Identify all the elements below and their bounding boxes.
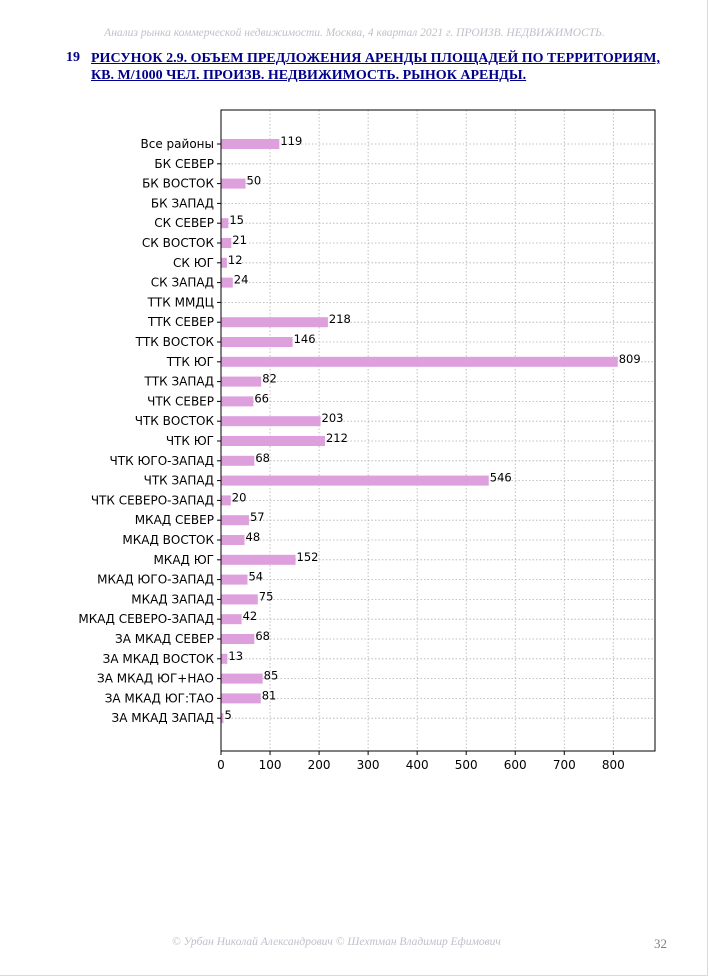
figure-title: РИСУНОК 2.9. ОБЪЕМ ПРЕДЛОЖЕНИЯ АРЕНДЫ ПЛОЩАДЕЙ ПО ТЕРРИТОРИЯМ, КВ. М/1000 ЧЕЛ. ПРОИЗВ. НЕДВИЖИМОСТЬ. РЫНОК АРЕНДЫ. — [91, 51, 660, 83]
x-tick-label: 700 — [552, 758, 576, 772]
data-label: 152 — [296, 549, 319, 564]
bar — [221, 258, 227, 268]
category-label: БК ЗАПАД — [150, 196, 214, 211]
data-label: 81 — [261, 688, 277, 703]
running-footer: © Урбан Николай Александрович © Шехтман Владимир Ефимович — [172, 936, 501, 948]
x-tick-label: 500 — [454, 758, 478, 772]
figure-number: 19 — [66, 50, 80, 65]
category-label: ТТК СЕВЕР — [147, 315, 214, 330]
data-label: 809 — [618, 351, 641, 366]
data-label: 12 — [227, 252, 243, 267]
x-tick-label: 400 — [405, 758, 429, 772]
data-label: 24 — [233, 272, 249, 287]
bar — [221, 693, 261, 703]
category-label: СК ВОСТОК — [141, 236, 214, 250]
bar — [221, 555, 296, 565]
bar — [221, 535, 245, 545]
category-label: СК СЕВЕР — [154, 216, 214, 231]
x-tick-label: 200 — [307, 758, 331, 772]
x-tick-label: 100 — [258, 758, 282, 772]
bar — [221, 139, 279, 149]
bar — [221, 278, 233, 288]
category-label: БК СЕВЕР — [154, 156, 214, 171]
category-label: ЧТК ЮГО-ЗАПАД — [109, 453, 214, 468]
category-label: СК ЗАПАД — [150, 275, 214, 290]
data-label: 146 — [293, 332, 316, 346]
bar — [221, 238, 231, 248]
data-label: 75 — [258, 589, 274, 604]
category-label: ЗА МКАД СЕВЕР — [115, 632, 214, 646]
category-label: ЗА МКАД ВОСТОК — [102, 651, 214, 666]
bar — [221, 436, 325, 446]
data-label: 20 — [231, 490, 247, 505]
category-label: ЗА МКАД ЗАПАД — [111, 711, 214, 726]
data-label: 546 — [489, 470, 512, 485]
data-label: 15 — [229, 213, 244, 228]
data-label: 57 — [249, 510, 265, 525]
x-tick-label: 0 — [217, 758, 225, 772]
bar — [221, 594, 258, 604]
data-label: 66 — [254, 391, 270, 406]
x-tick-label: 600 — [503, 758, 527, 772]
data-label: 218 — [328, 312, 351, 327]
data-label: 13 — [228, 648, 244, 663]
category-label: Все районы — [140, 137, 214, 151]
bar — [221, 337, 293, 347]
running-header: Анализ рынка коммерческой недвижимости. Москва, 4 квартал 2021 г. ПРОИЗВ. НЕДВИЖИМОСТЬ. — [104, 27, 605, 39]
data-label: 212 — [325, 431, 348, 445]
plot-area — [221, 110, 655, 751]
bar — [221, 674, 263, 684]
category-label: ТТК ВОСТОК — [135, 335, 214, 349]
data-label: 21 — [232, 233, 247, 247]
bar — [221, 575, 247, 585]
bar — [221, 357, 618, 367]
data-label: 68 — [255, 450, 270, 465]
category-label: ЧТК СЕВЕРО-ЗАПАД — [90, 493, 214, 508]
bar — [221, 396, 253, 406]
category-label: ЧТК СЕВЕР — [147, 394, 214, 409]
data-label: 203 — [321, 411, 344, 426]
category-label: МКАД СЕВЕР — [134, 513, 214, 528]
page-number: 32 — [654, 936, 667, 951]
bar — [221, 654, 227, 664]
data-label: 68 — [255, 629, 270, 643]
data-label: 50 — [246, 173, 262, 188]
category-label: ЗА МКАД ЮГ+НАО — [97, 671, 214, 686]
bar — [221, 317, 328, 327]
data-label: 48 — [245, 530, 261, 544]
bar — [221, 476, 489, 486]
category-label: ЗА МКАД ЮГ:ТАО — [104, 691, 214, 706]
data-label: 119 — [280, 134, 303, 148]
category-label: МКАД ЮГ — [153, 552, 214, 567]
category-label: ТТК ЮГ — [166, 354, 214, 369]
data-label: 54 — [248, 569, 264, 584]
x-tick-label: 800 — [601, 758, 625, 772]
bar — [221, 634, 254, 644]
bar — [221, 377, 261, 387]
category-label: ТТК ММДЦ — [147, 295, 214, 310]
bar — [221, 416, 321, 426]
category-label: ЧТК ВОСТОК — [134, 414, 214, 429]
bar — [221, 456, 254, 466]
category-label: МКАД ЮГО-ЗАПАД — [97, 572, 214, 587]
category-label: ЧТК ЗАПАД — [143, 473, 214, 488]
category-label: СК ЮГ — [173, 255, 214, 270]
category-label: ТТК ЗАПАД — [144, 374, 214, 389]
data-label: 42 — [242, 609, 258, 624]
bar — [221, 179, 246, 189]
category-label: БК ВОСТОК — [142, 176, 214, 191]
category-label: МКАД СЕВЕРО-ЗАПАД — [78, 612, 214, 627]
data-label: 85 — [263, 668, 279, 683]
category-label: МКАД ВОСТОК — [122, 533, 214, 547]
bar — [221, 495, 231, 505]
x-tick-label: 300 — [356, 758, 380, 772]
bar — [221, 614, 242, 624]
bar — [221, 515, 249, 525]
category-label: МКАД ЗАПАД — [131, 592, 214, 607]
bar — [221, 218, 228, 228]
category-label: ЧТК ЮГ — [165, 434, 214, 448]
data-label: 5 — [224, 708, 232, 723]
data-label: 82 — [262, 371, 277, 386]
